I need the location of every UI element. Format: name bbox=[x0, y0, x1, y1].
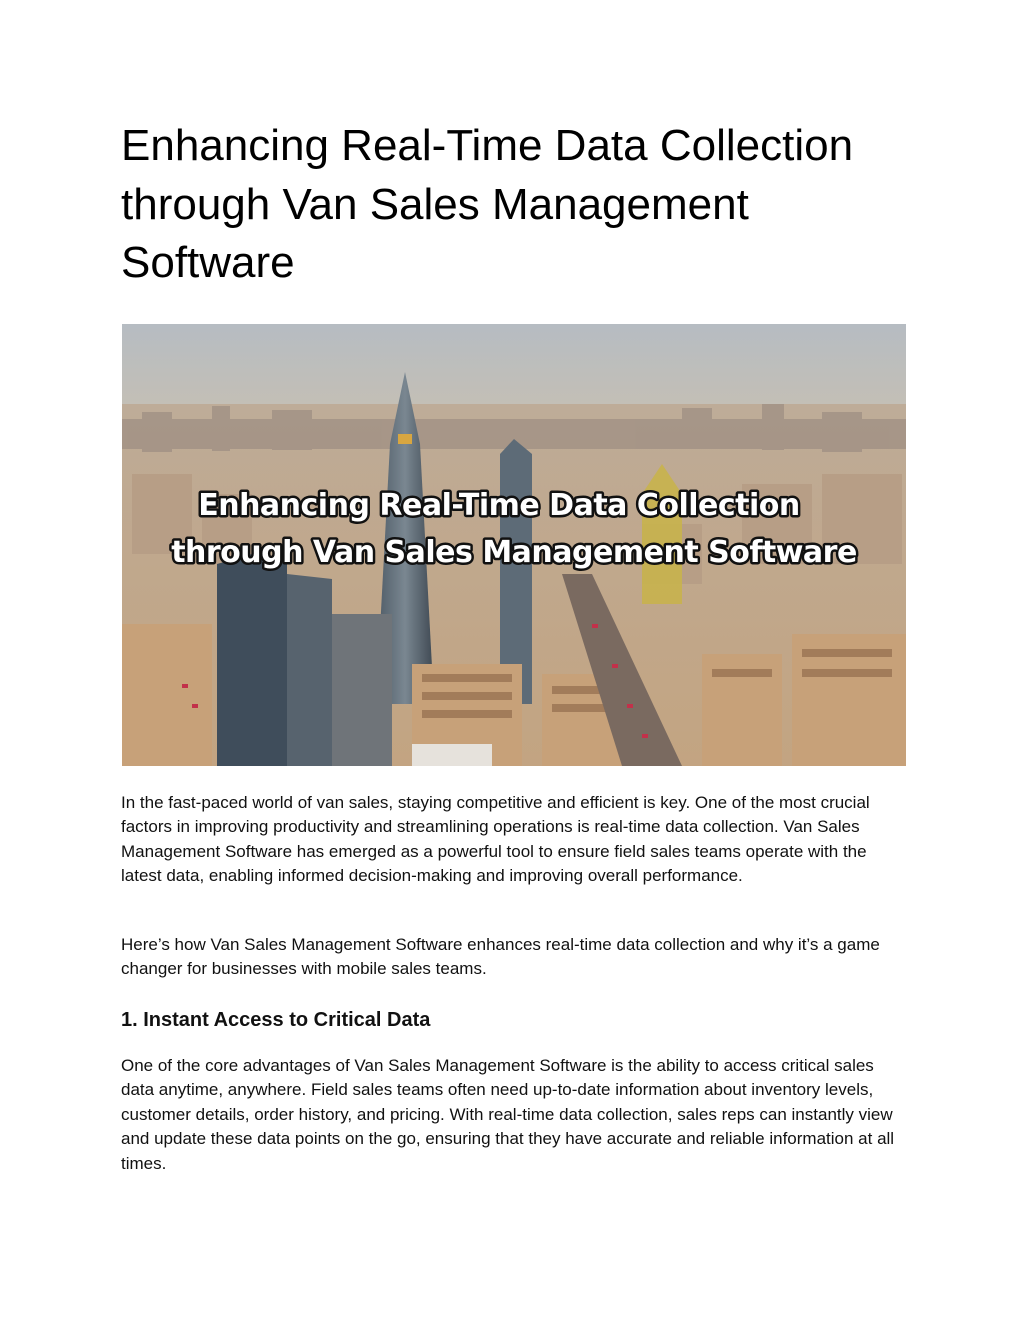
summary-paragraph: Here’s how Van Sales Management Software enhances real-time data collection and why it’s a game changer for businesses with mobile sales teams. bbox=[121, 935, 880, 979]
page-title: Enhancing Real-Time Data Collection through Van Sales Management Software bbox=[121, 121, 854, 287]
section-paragraph: One of the core advantages of Van Sales Management Software is the ability to access critical sales data anytime, anywhere. Field sales teams often need up-to-date information about inventory levels, customer details, order history, and pricing. With real-time data collection, sales reps can instantly view and update these data points on the go, ensuring that they have accurate and reliable information at all times. bbox=[121, 1056, 895, 1173]
hero-caption-line-1: Enhancing Real-Time Data Collection bbox=[198, 488, 800, 523]
hero-image bbox=[122, 324, 906, 766]
intro-paragraph: In the fast-paced world of van sales, staying competitive and efficient is key. One of the most crucial factors in improving productivity and streamlining operations is real-time data collection. Van Sales Management Software has emerged as a powerful tool to ensure field sales teams operate with the latest data, enabling informed decision-making and improving overall performance. bbox=[121, 793, 870, 886]
hero-caption-line-2: through Van Sales Management Software bbox=[171, 535, 857, 570]
section-heading: 1. Instant Access to Critical Data bbox=[121, 1009, 431, 1031]
hero-caption-overlay bbox=[122, 324, 906, 766]
